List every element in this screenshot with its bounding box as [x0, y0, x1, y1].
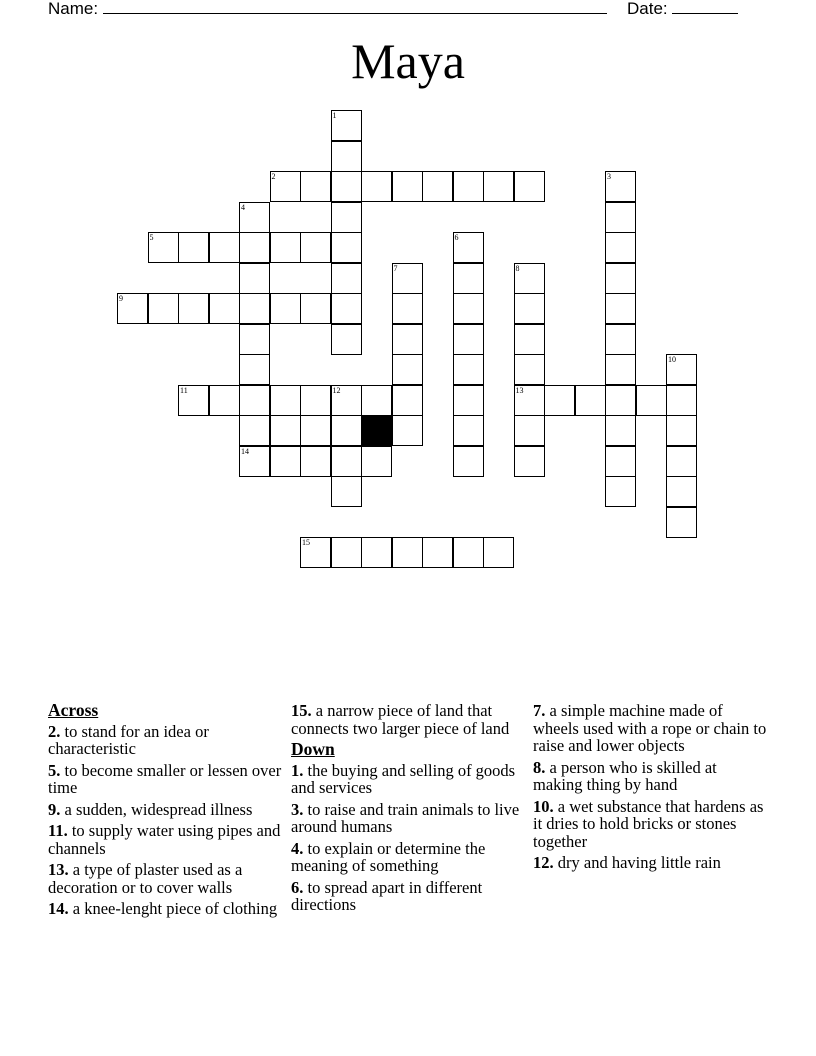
clue-number: 15.: [291, 701, 312, 720]
crossword-cell[interactable]: [605, 415, 636, 446]
clue-down-4: [291, 840, 527, 875]
cell-number: 2: [271, 172, 276, 181]
cell-number: 15: [302, 538, 310, 547]
crossword-cell[interactable]: [514, 263, 545, 294]
crossword-cell[interactable]: [331, 110, 362, 141]
crossword-cell[interactable]: [453, 537, 484, 568]
crossword-cell[interactable]: [239, 385, 270, 416]
cell-number: 5: [149, 233, 154, 242]
crossword-cell[interactable]: [331, 476, 362, 507]
clue-across-14: [48, 900, 284, 918]
crossword-cell[interactable]: [636, 385, 667, 416]
crossword-cell[interactable]: [666, 415, 697, 446]
clue-down-6: [291, 879, 527, 914]
crossword-cell[interactable]: [270, 171, 301, 202]
date-label: Date:: [627, 0, 668, 18]
crossword-cell[interactable]: [392, 263, 423, 294]
cell-number: 3: [607, 172, 611, 181]
crossword-cell[interactable]: [666, 507, 697, 538]
crossword-cell[interactable]: [544, 385, 575, 416]
crossword-cell[interactable]: [270, 446, 301, 477]
crossword-cell[interactable]: [239, 354, 270, 385]
crossword-cell[interactable]: [514, 354, 545, 385]
crossword-cell[interactable]: [117, 293, 148, 324]
cell-number: 7: [393, 263, 398, 273]
puzzle-title: Maya: [351, 33, 465, 89]
crossword-cell[interactable]: [666, 385, 697, 416]
crossword-cell[interactable]: [422, 537, 453, 568]
clue-down-12: [533, 854, 769, 872]
clues-column-2: [291, 702, 527, 918]
crossword-cell[interactable]: [666, 446, 697, 477]
clue-text: the buying and selling of goods and services: [291, 760, 516, 797]
crossword-cell[interactable]: [178, 385, 209, 416]
cell-number: 1: [332, 111, 337, 120]
crossword-cell[interactable]: [331, 232, 362, 263]
crossword-cell[interactable]: [453, 232, 484, 263]
crossword-cell[interactable]: [148, 232, 179, 263]
crossword-cell[interactable]: [209, 293, 240, 324]
clue-across-9: [48, 801, 284, 819]
clue-number: 9.: [48, 799, 61, 819]
crossword-cell[interactable]: [239, 202, 270, 233]
crossword-cell[interactable]: [605, 232, 636, 263]
clue-text: a sudden, widespread illness: [64, 799, 253, 819]
crossword-cell[interactable]: [453, 324, 484, 355]
crossword-cell[interactable]: [605, 354, 636, 385]
clue-across-5: [48, 762, 284, 797]
clue-across-15: [291, 702, 527, 737]
down-heading: Down: [291, 739, 335, 759]
crossword-cell[interactable]: [148, 293, 179, 324]
crossword-cell[interactable]: [422, 171, 453, 202]
crossword-cell[interactable]: [239, 232, 270, 263]
crossword-cell[interactable]: [300, 415, 331, 446]
crossword-cell[interactable]: [392, 324, 423, 355]
crossword-cell[interactable]: [453, 263, 484, 294]
black-square: [361, 415, 392, 446]
clue-text: a knee-lenght piece of clothing: [72, 899, 278, 918]
clue-text: to supply water using pipes and channels: [48, 821, 281, 858]
name-label: Name:: [48, 0, 99, 18]
crossword-cell[interactable]: [392, 385, 423, 416]
crossword-cell[interactable]: [666, 354, 697, 385]
crossword-cell[interactable]: [300, 446, 331, 477]
crossword-cell[interactable]: [392, 415, 423, 446]
clue-text: a narrow piece of land that connects two larger piece of land: [291, 701, 510, 738]
crossword-cell[interactable]: [300, 171, 331, 202]
clue-text: to spread apart in different directions: [291, 877, 483, 914]
crossword-cell[interactable]: [331, 263, 362, 294]
crossword-cell[interactable]: [605, 263, 636, 294]
across-heading: Across: [48, 700, 99, 720]
clue-number: 10.: [533, 796, 554, 816]
cell-number: 12: [332, 385, 341, 395]
clue-number: 4.: [291, 838, 304, 858]
crossword-cell[interactable]: [300, 293, 331, 324]
crossword-cell[interactable]: [453, 385, 484, 416]
crossword-cell[interactable]: [300, 537, 331, 568]
cell-number: 8: [515, 263, 520, 273]
crossword-cell[interactable]: [605, 293, 636, 324]
cell-number: 10: [668, 355, 676, 364]
crossword-cell[interactable]: [178, 232, 209, 263]
clue-number: 3.: [291, 799, 304, 819]
crossword-cell[interactable]: [300, 385, 331, 416]
crossword-cell[interactable]: [514, 293, 545, 324]
crossword-cell[interactable]: [361, 171, 392, 202]
clue-number: 11.: [48, 821, 68, 840]
clue-down-10: [533, 798, 769, 851]
crossword-cell[interactable]: [605, 385, 636, 416]
crossword-cell[interactable]: [392, 537, 423, 568]
clues-column-3: [533, 702, 769, 876]
crossword-cell[interactable]: [453, 293, 484, 324]
crossword-cell[interactable]: [453, 415, 484, 446]
crossword-cell[interactable]: [605, 446, 636, 477]
cell-number: 11: [180, 385, 188, 395]
clue-text: a simple machine made of wheels used with a rope or chain to raise and lower objects: [533, 701, 767, 755]
crossword-cell[interactable]: [331, 385, 362, 416]
crossword-cell[interactable]: [331, 324, 362, 355]
crossword-cell[interactable]: [270, 415, 301, 446]
crossword-cell[interactable]: [605, 171, 636, 202]
crossword-cell[interactable]: [178, 293, 209, 324]
clue-text: to explain or determine the meaning of something: [291, 838, 486, 875]
cell-number: 9: [119, 294, 123, 303]
crossword-cell[interactable]: [239, 293, 270, 324]
cell-number: 14: [241, 446, 249, 456]
crossword-cell[interactable]: [331, 202, 362, 233]
clue-number: 5.: [48, 760, 61, 780]
cell-number: 4: [241, 202, 245, 212]
crossword-cell[interactable]: [514, 385, 545, 416]
crossword-cell[interactable]: [666, 476, 697, 507]
crossword-cell[interactable]: [361, 385, 392, 416]
clue-number: 6.: [291, 877, 304, 897]
crossword-cell[interactable]: [605, 476, 636, 507]
clue-across-13: [48, 861, 284, 896]
crossword-cell[interactable]: [575, 385, 606, 416]
clue-text: to raise and train animals to live around humans: [291, 799, 520, 836]
crossword-cell[interactable]: [270, 293, 301, 324]
cell-number: 6: [454, 233, 459, 242]
clue-number: 2.: [48, 721, 61, 741]
crossword-cell[interactable]: [483, 537, 514, 568]
crossword-cell[interactable]: [331, 171, 362, 202]
crossword-cell[interactable]: [514, 446, 545, 477]
crossword-cell[interactable]: [239, 263, 270, 294]
crossword-cell[interactable]: [300, 232, 331, 263]
crossword-cell[interactable]: [270, 232, 301, 263]
clue-text: to become smaller or lessen over time: [48, 760, 282, 797]
clue-number: 7.: [533, 701, 546, 720]
crossword-cell[interactable]: [209, 232, 240, 263]
crossword-cell[interactable]: [209, 385, 240, 416]
crossword-cell[interactable]: [239, 415, 270, 446]
clue-across-2: [48, 723, 284, 758]
crossword-cell[interactable]: [483, 171, 514, 202]
crossword-cell[interactable]: [239, 324, 270, 355]
crossword-cell[interactable]: [392, 171, 423, 202]
crossword-cell[interactable]: [514, 324, 545, 355]
crossword-cell[interactable]: [270, 385, 301, 416]
clue-down-1: [291, 762, 527, 797]
crossword-cell[interactable]: [453, 354, 484, 385]
crossword-cell[interactable]: [605, 324, 636, 355]
clue-number: 12.: [533, 853, 554, 872]
clue-down-8: [533, 759, 769, 794]
clue-number: 8.: [533, 757, 546, 777]
clue-text: a type of plaster used as a decoration or to cover walls: [48, 860, 243, 897]
clue-down-3: [291, 801, 527, 836]
crossword-cell[interactable]: [453, 171, 484, 202]
clue-text: to stand for an idea or characteristic: [48, 721, 209, 758]
crossword-cell[interactable]: [331, 537, 362, 568]
crossword-cell[interactable]: [514, 171, 545, 202]
clue-text: a person who is skilled at making thing by hand: [533, 757, 717, 794]
crossword-cell[interactable]: [331, 415, 362, 446]
crossword-cell[interactable]: [361, 446, 392, 477]
crossword-cell[interactable]: [514, 415, 545, 446]
crossword-cell[interactable]: [361, 537, 392, 568]
crossword-cell[interactable]: [239, 446, 270, 477]
clue-across-11: [48, 822, 284, 857]
crossword-cell[interactable]: [605, 202, 636, 233]
cell-number: 13: [515, 385, 524, 395]
clue-number: 14.: [48, 899, 69, 918]
clues-column-1: [48, 702, 284, 922]
clue-down-7: [533, 702, 769, 755]
crossword-cell[interactable]: [453, 446, 484, 477]
crossword-cell[interactable]: [331, 446, 362, 477]
clue-text: dry and having little rain: [557, 853, 721, 872]
crossword-cell[interactable]: [392, 354, 423, 385]
crossword-cell[interactable]: [331, 293, 362, 324]
clue-number: 13.: [48, 860, 69, 879]
clue-number: 1.: [291, 760, 304, 780]
crossword-cell[interactable]: [392, 293, 423, 324]
clue-text: a wet substance that hardens as it dries to hold bricks or stones together: [533, 796, 764, 851]
crossword-cell[interactable]: [331, 141, 362, 172]
